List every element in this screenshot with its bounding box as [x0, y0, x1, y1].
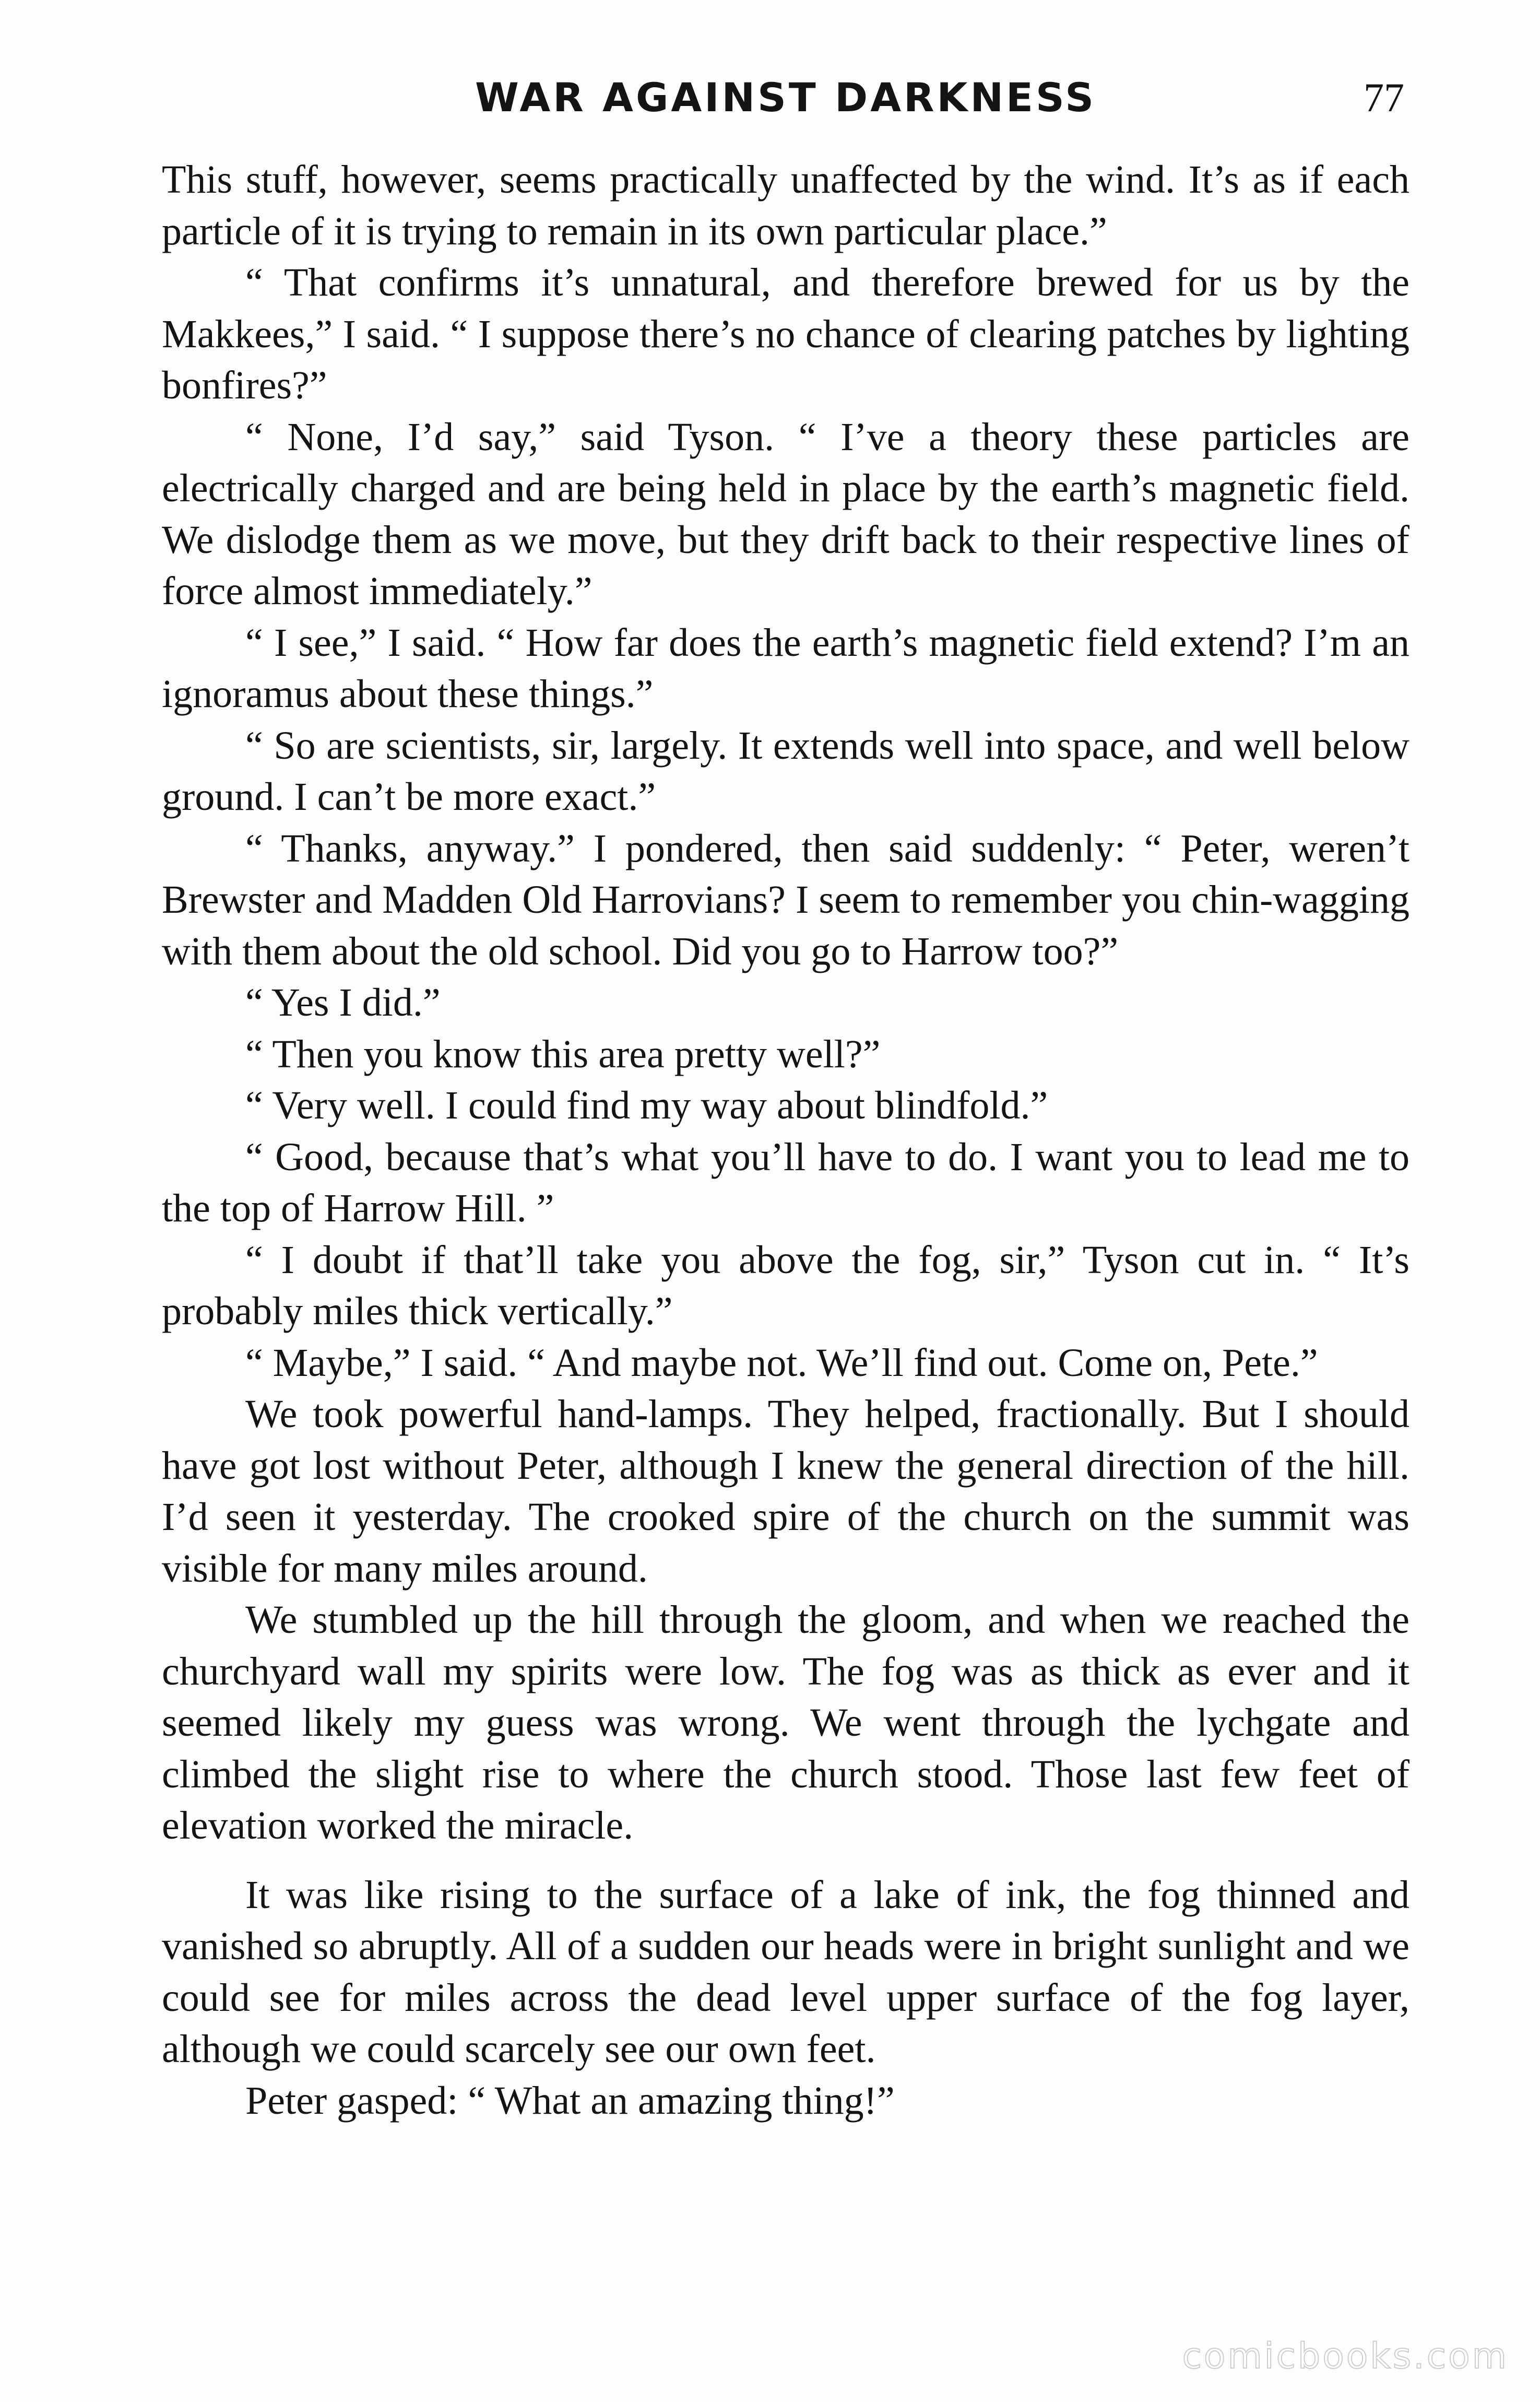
paragraph: “ Very well. I could find my way about blindfold.”	[245, 1084, 1048, 1127]
paragraph: “ I doubt if that’ll take you above the fog, sir,” Tyson cut in. “ It’s probably miles thick vertically.”	[162, 1238, 1409, 1333]
paragraph: This stuff, however, seems practically unaffected by the wind. It’s as if each particle of it is trying to remain in its own particular place.”	[162, 158, 1409, 253]
paragraph: Peter gasped: “ What an amazing thing!”	[245, 2078, 895, 2123]
paragraph: “ That confirms it’s unnatural, and therefore brewed for us by the Makkees,” I said. “ I suppose there’s no chance of clearing patches by lighting bonfires?”	[162, 261, 1409, 407]
chapter-title: WAR AGAINST DARKNESS	[475, 74, 1097, 121]
paragraph: “ Maybe,” I said. “ And maybe not. We’ll find out. Come on, Pete.”	[245, 1340, 1318, 1385]
paragraph: It was like rising to the surface of a lake of ink, the fog thinned and vanished so abruptly. All of a sudden our heads were in bright sunlight and we could see for miles across the dead level upper surface of the fog layer, although we could scarcely see our own feet.	[162, 1873, 1409, 2071]
paragraph: “ Thanks, anyway.” I pondered, then said suddenly: “ Peter, weren’t Brewster and Madden Old Harrovians? I seem to remember you chin-wagging with them about the old school. Did you go to Harrow too?”	[162, 826, 1409, 973]
page-number: 77	[1364, 75, 1404, 120]
paragraph: “ Then you know this area pretty well?”	[245, 1032, 881, 1076]
paragraph: We stumbled up the hill through the gloom, and when we reached the churchyard wall my spirits were low. The fog was as thick as ever and it seemed likely my guess was wrong. We went through the lychgate and climbed the slight rise to where the church stood. Those last few feet of elevation worked the miracle.	[162, 1598, 1409, 1847]
watermark: comicbooks.com	[1182, 2336, 1509, 2377]
paragraph: “ None, I’d say,” said Tyson. “ I’ve a theory these particles are electrically charged and are being held in place by the earth’s magnetic field. We dislodge them as we move, but they drift back to their respective lines of force almost immediately.”	[162, 415, 1409, 613]
paragraph: “ Yes I did.”	[245, 981, 441, 1025]
body-text	[162, 154, 1409, 2126]
running-header	[162, 69, 1409, 126]
paragraph: “ Good, because that’s what you’ll have to do. I want you to lead me to the top of Harrow Hill. ”	[162, 1135, 1409, 1230]
paragraph: “ So are scientists, sir, largely. It extends well into space, and well below ground. I can’t be more exact.”	[162, 723, 1409, 819]
paragraph: “ I see,” I said. “ How far does the earth’s magnetic field extend? I’m an ignoramus about these things.”	[162, 620, 1409, 716]
paragraph: We took powerful hand-lamps. They helped, fractionally. But I should have got lost without Peter, although I knew the general direction of the hill. I’d seen it yesterday. The crooked spire of the church on the summit was visible for many miles around.	[162, 1392, 1409, 1591]
